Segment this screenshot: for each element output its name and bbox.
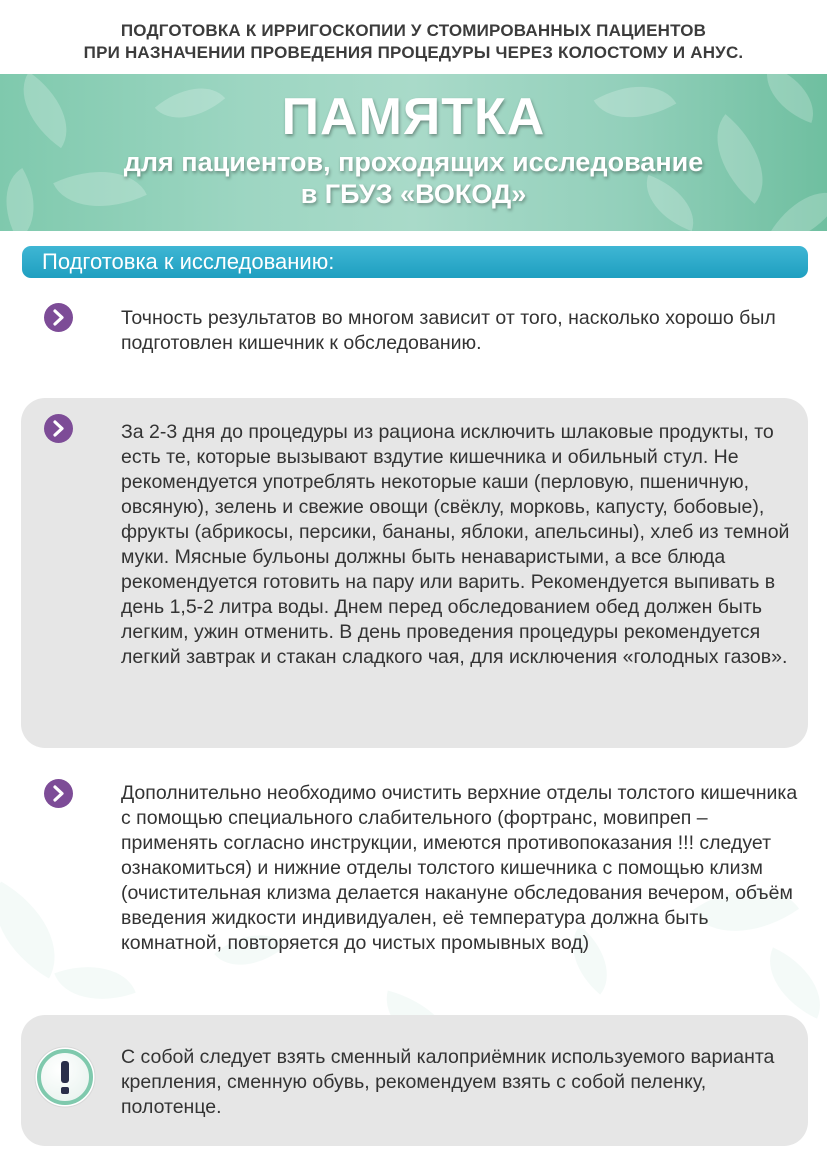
chevron-right-circle-icon <box>44 414 73 443</box>
item-text-4: С собой следует взять сменный калоприёмник используемого варианта крепления, сменную обувь, рекомендуем взять с собой пеленку, полотенце. <box>121 1046 775 1118</box>
item-text-3: Дополнительно необходимо очистить верхние отделы толстого кишечника с помощью специального слабительного (фортранс, мовипреп – применять согласно инструкции, имеются противопоказания !!! следует ознакомиться) и нижние отделы толстого кишечника с помощью клизм (очистительная клизма делается накануне обследования вечером, объём введения жидкости индивидуален, её температура должна быть комнатной, повторяется до чистых промывных вод) <box>121 782 798 954</box>
document-heading <box>0 20 827 64</box>
document-heading-line1: ПОДГОТОВКА К ИРРИГОСКОПИИ У СТОМИРОВАННЫХ ПАЦИЕНТОВ <box>120 21 707 40</box>
memo-subtitle-line2: в ГБУЗ «ВОКОД» <box>300 179 527 209</box>
chevron-right-circle-icon <box>44 303 73 332</box>
item-text-1: Точность результатов во многом зависит от того, насколько хорошо был подготовлен кишечник к обследованию. <box>121 307 776 354</box>
memo-title: ПАМЯТКА <box>281 88 546 146</box>
memo-banner <box>0 74 827 231</box>
chevron-right-circle-icon <box>44 779 73 808</box>
exclamation-warning-icon <box>33 1045 97 1109</box>
item-text-2: За 2-3 дня до процедуры из рациона исключить шлаковые продукты, то есть те, которые вызывают вздутие кишечника и обильный стул. Не рекомендуется употреблять некоторые каши (перловую, пшеничную, овсяную), зелень и свежие овощи (свёклу, морковь, капусту, бобовые), фрукты (абрикосы, персики, бананы, яблоки, апельсины), хлеб из темной муки. Мясные бульоны должны быть ненаваристыми, а все блюда рекомендуется готовить на пару или варить. Рекомендуется выпивать в день 1,5-2 литра воды. Днем перед обследованием обед должен быть легким, ужин отменить. В день проведения процедуры рекомендуется легкий завтрак и стакан сладкого чая, для исключения «голодных газов». <box>121 421 790 668</box>
memo-subtitle-line1: для пациентов, проходящих исследование <box>123 147 704 177</box>
section-header: Подготовка к исследованию: <box>22 246 808 278</box>
document-heading-line2: ПРИ НАЗНАЧЕНИИ ПРОВЕДЕНИЯ ПРОЦЕДУРЫ ЧЕРЕЗ КОЛОСТОМУ И АНУС. <box>83 43 744 62</box>
